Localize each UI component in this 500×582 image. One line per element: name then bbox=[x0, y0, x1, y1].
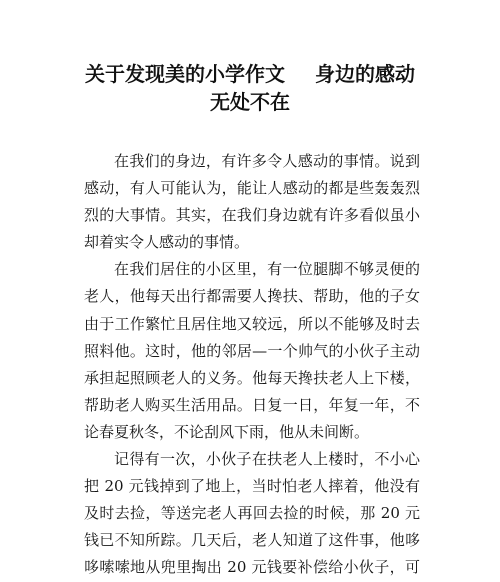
paragraph-line: 及时去捡，等送完老人再回去捡的时候，那 20 元 bbox=[84, 504, 420, 523]
title-part-1: 关于发现美的小学作文 bbox=[85, 62, 285, 86]
paragraph-line: 烈的大事情。其实，在我们身边就有许多看似虽小 bbox=[84, 206, 420, 225]
paragraph-line: 钱已不知所踪。几天后，老人知道了这件事，他哆 bbox=[84, 531, 420, 550]
paragraph-line: 帮助老人购买生活用品。日复一日，年复一年，不 bbox=[84, 395, 420, 414]
title-part-2: 身边的感动 bbox=[315, 62, 415, 86]
paragraph-line: 承担起照顾老人的义务。他每天搀扶老人上下楼， bbox=[84, 368, 420, 387]
document-title bbox=[60, 60, 440, 116]
paragraph-line: 在我们居住的小区里，有一位腿脚不够灵便的 bbox=[114, 260, 420, 279]
paragraph-line: 感动，有人可能认为，能让人感动的都是些轰轰烈 bbox=[84, 179, 420, 198]
paragraph-line: 在我们的身边，有许多令人感动的事情。说到 bbox=[114, 152, 420, 170]
paragraph-line: 由于工作繁忙且居住地又较远，所以不能够及时去 bbox=[84, 314, 420, 333]
paragraph-line: 论春夏秋冬，不论刮风下雨，他从未间断。 bbox=[84, 422, 370, 441]
paragraph-1 bbox=[84, 148, 420, 256]
paragraph-line: 照料他。这时，他的邻居—一个帅气的小伙子主动 bbox=[84, 341, 420, 360]
paragraph-line: 记得有一次，小伙子在扶老人上楼时，不小心 bbox=[114, 450, 420, 469]
paragraph-line: 却着实令人感动的事情。 bbox=[84, 233, 250, 252]
title-line-2: 无处不在 bbox=[210, 90, 290, 114]
paragraph-line: 老人，他每天出行都需要人搀扶、帮助，他的子女 bbox=[84, 287, 420, 306]
paragraph-2 bbox=[84, 256, 420, 446]
paragraph-line: 把 20 元钱掉到了地上，当时怕老人摔着，他没有 bbox=[84, 477, 420, 496]
document-body bbox=[84, 148, 420, 582]
paragraph-line: 哆嗦嗦地从兜里掏出 20 元钱要补偿给小伙子，可 bbox=[84, 558, 420, 577]
paragraph-3 bbox=[84, 446, 420, 581]
